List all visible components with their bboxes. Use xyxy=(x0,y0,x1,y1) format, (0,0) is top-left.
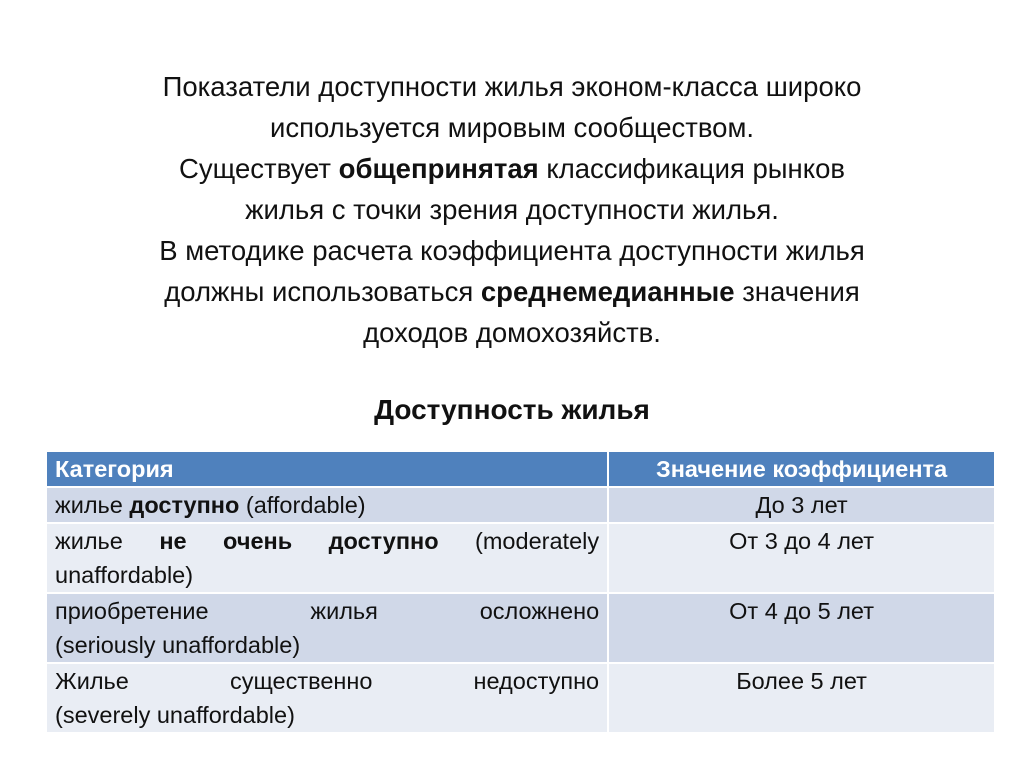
intro-bold-term: общепринятая xyxy=(338,153,539,184)
intro-line: Показатели доступности жилья эконом-класса широко xyxy=(162,71,862,102)
category-line: unaffordable) xyxy=(55,562,194,588)
intro-line: используется мировым сообществом. xyxy=(269,112,755,143)
category-line: (severely unaffordable) xyxy=(55,702,295,728)
intro-line xyxy=(40,271,984,312)
category-text: (affordable) xyxy=(239,492,366,518)
header-value: Значение коэффициента xyxy=(608,451,995,487)
category-word: (moderately xyxy=(475,528,600,554)
intro-paragraph xyxy=(40,66,984,353)
value-cell: Более 5 лет xyxy=(608,663,995,733)
category-line xyxy=(55,664,599,698)
category-word: приобретение xyxy=(55,598,209,624)
category-bold: очень xyxy=(223,528,293,554)
category-word: осложнено xyxy=(479,598,600,624)
table-header-row xyxy=(46,451,995,487)
category-bold: не xyxy=(159,528,187,554)
category-word: жилье xyxy=(55,528,123,554)
category-cell xyxy=(46,523,608,593)
category-text: жилье xyxy=(55,492,130,518)
category-line xyxy=(55,594,599,628)
table-row xyxy=(46,663,995,733)
category-word: Жилье xyxy=(55,668,129,694)
intro-line xyxy=(40,148,984,189)
category-cell xyxy=(46,593,608,663)
table-title: Доступность жилья xyxy=(374,394,650,425)
table-row xyxy=(46,523,995,593)
category-line xyxy=(55,524,599,558)
table-row xyxy=(46,487,995,523)
category-line: (seriously unaffordable) xyxy=(55,632,301,658)
intro-text: должны использоваться xyxy=(164,276,481,307)
value-cell: До 3 лет xyxy=(608,487,995,523)
intro-text: классификация рынков xyxy=(538,153,845,184)
intro-text: значения xyxy=(734,276,860,307)
affordability-table xyxy=(45,450,996,734)
intro-line: доходов домохозяйств. xyxy=(363,317,661,348)
category-cell xyxy=(46,487,608,523)
intro-bold-term: среднемедианные xyxy=(480,276,735,307)
value-cell: От 3 до 4 лет xyxy=(608,523,995,593)
value-cell: От 4 до 5 лет xyxy=(608,593,995,663)
category-word: существенно xyxy=(229,668,373,694)
intro-line: В методике расчета коэффициента доступности жилья xyxy=(159,235,865,266)
table-row xyxy=(46,593,995,663)
header-category: Категория xyxy=(46,451,608,487)
intro-line: жилья с точки зрения доступности жилья. xyxy=(245,194,779,225)
category-bold: доступно xyxy=(328,528,439,554)
category-word: жилья xyxy=(310,598,378,624)
category-cell xyxy=(46,663,608,733)
intro-text: Существует xyxy=(179,153,339,184)
category-word: недоступно xyxy=(473,668,600,694)
category-bold: доступно xyxy=(129,492,240,518)
